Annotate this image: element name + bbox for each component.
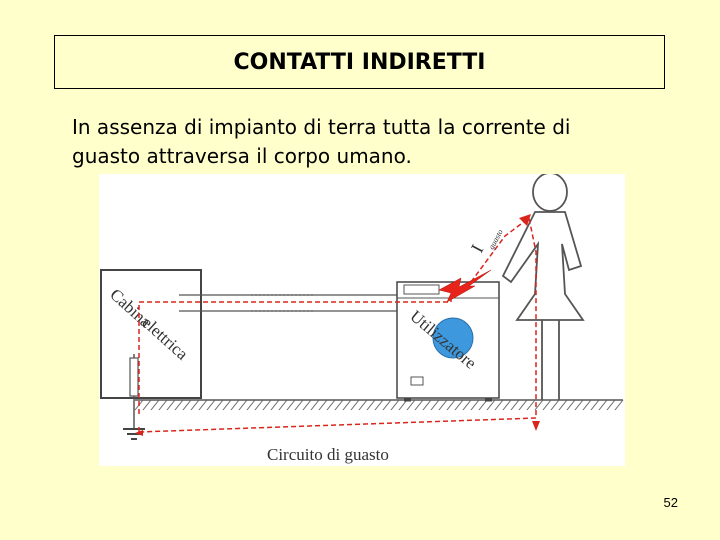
title-box: [54, 35, 665, 89]
appliance-label: Utilizzatore: [406, 306, 481, 373]
fault-current-symbol: I: [466, 241, 488, 256]
cabin-label-line1: Cabina: [106, 284, 155, 332]
supply-lines: [179, 295, 399, 311]
fault-circuit-diagram: [99, 174, 625, 466]
diagram-canvas: [99, 174, 625, 466]
page-number: 52: [663, 495, 678, 510]
slide-body-text: In assenza di impianto di terra tutta la corrente di guasto attraversa il corpo umano.: [72, 115, 571, 168]
ground: [135, 400, 623, 410]
electrical-cabin: [101, 270, 201, 398]
cabin-label-line2: elettrica: [138, 312, 192, 364]
ground-hatching: [135, 400, 623, 410]
slide-title: CONTATTI INDIRETTI: [233, 49, 486, 75]
person-figure: [503, 174, 583, 400]
circuit-label: Circuito di guasto: [267, 445, 389, 464]
fault-current-subscript: guasto: [486, 227, 505, 251]
earth-resistor: [130, 358, 138, 396]
